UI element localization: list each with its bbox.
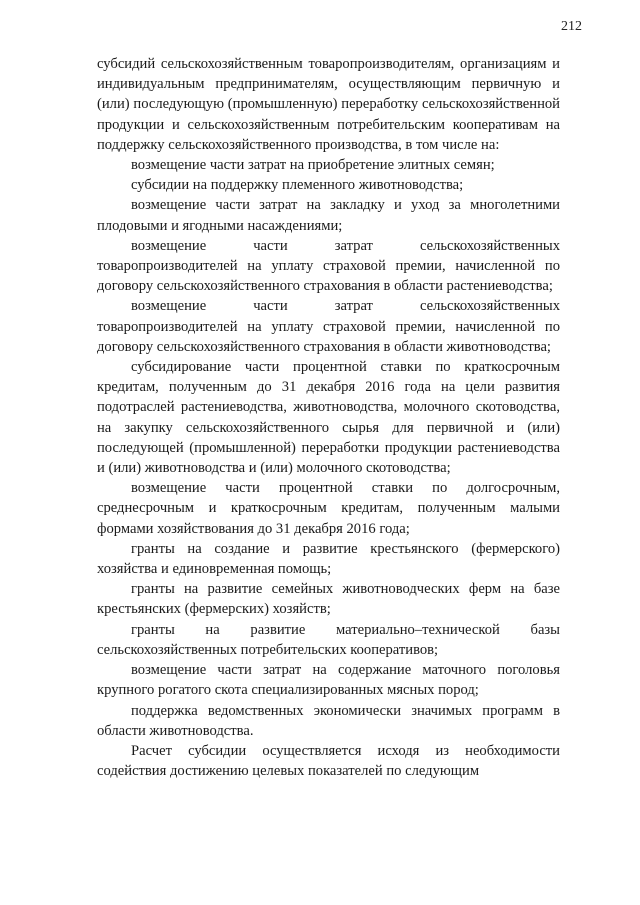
paragraph: гранты на развитие материально–технической базы сельскохозяйственных потребительских кооперативов; — [97, 621, 560, 658]
paragraph: возмещение части затрат сельскохозяйственных товаропроизводителей на уплату страховой премии, начисленной по договору сельскохозяйственного страхования в области растениеводства; — [97, 237, 560, 295]
paragraph: возмещение части затрат на содержание маточного поголовья крупного рогатого скота специализированных мясных пород; — [97, 662, 560, 699]
paragraph: возмещение части процентной ставки по долгосрочным, среднесрочным и краткосрочным кредитам, полученным малыми формами хозяйствования до 31 декабря 2016 года; — [97, 480, 560, 537]
paragraph: субсидирование части процентной ставки по краткосрочным кредитам, полученным до 31 декабря 2016 года на цели развития подотраслей растениеводства, животноводства, молочного скотоводства, на закупку сельскохозяйственного сырья для первичной и (или) последующей (промышленной) переработки продукции растениеводства и (или) животноводства и (или) молочного скотоводства; — [97, 359, 560, 477]
paragraph: возмещение части затрат сельскохозяйственных товаропроизводителей на уплату страховой премии, начисленной по договору сельскохозяйственного страхования в области животноводства; — [97, 298, 560, 355]
paragraph: возмещение части затрат на закладку и уход за многолетними плодовыми и ягодными насаждениями; — [97, 197, 560, 234]
paragraph: гранты на создание и развитие крестьянского (фермерского) хозяйства и единовременная помощь; — [97, 540, 560, 578]
paragraph: поддержка ведомственных экономически значимых программ в области животноводства. — [97, 702, 560, 739]
document-body — [97, 54, 560, 781]
page-number: 212 — [561, 19, 582, 34]
paragraph: Расчет субсидии осуществляется исходя из необходимости содействия достижению целевых показателей по следующим — [97, 742, 560, 780]
paragraph: гранты на развитие семейных животноводческих ферм на базе крестьянских (фермерских) хозяйств; — [97, 581, 560, 618]
paragraph: возмещение части затрат на приобретение элитных семян; — [131, 157, 495, 174]
paragraph: субсидий сельскохозяйственным товаропроизводителям, организациям и индивидуальным предпринимателям, осуществляющим первичную и (или) последующую (промышленную) переработку сельскохозяйственной продукции и сельскохозяйственным потребительским кооперативам на поддержку сельскохозяйственного производства, в том числе на: — [97, 56, 560, 153]
paragraph: субсидии на поддержку племенного животноводства; — [131, 177, 464, 194]
